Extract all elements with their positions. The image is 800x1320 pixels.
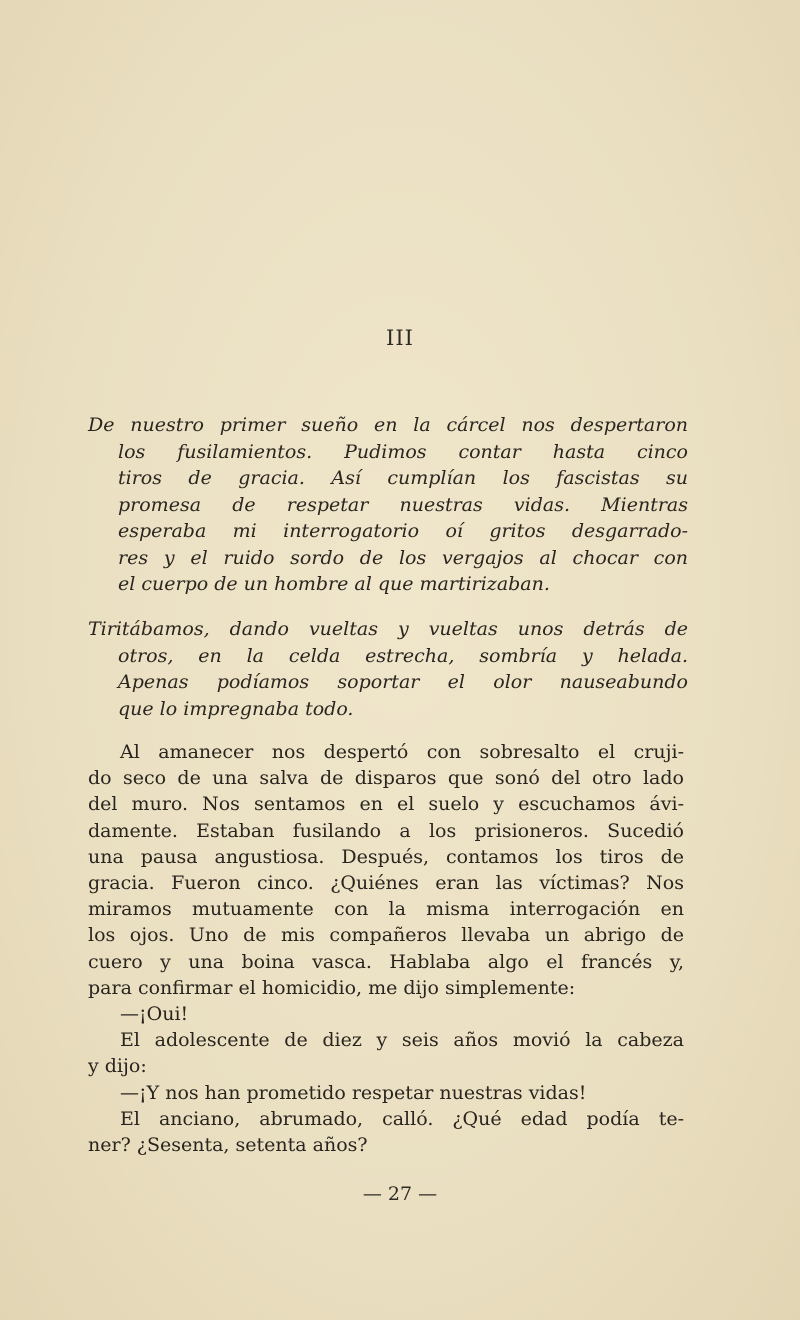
text-line: una pausa angustiosa. Después, contamos los tiros de — [88, 845, 684, 868]
text-line: Tiritábamos, dando vueltas y vueltas unos detrás de — [88, 618, 688, 640]
text-line: esperaba mi interrogatorio oí gritos desgarrado- — [118, 520, 688, 542]
text-line: que lo impregnaba todo. — [118, 697, 354, 720]
text-line: para confirmar el homicidio, me dijo simplemente: — [88, 976, 576, 999]
italic-paragraph-2 — [88, 616, 688, 722]
text-line: —¡Y nos han prometido respetar nuestras vidas! — [120, 1081, 587, 1104]
text-line: El anciano, abrumado, calló. ¿Qué edad podía te- — [120, 1107, 684, 1130]
italic-paragraph-1 — [88, 412, 688, 598]
text-line: otros, en la celda estrecha, sombría y helada. — [118, 644, 688, 667]
text-line: Al amanecer nos despertó con sobresalto el cruji- — [120, 741, 684, 763]
text-line: De nuestro primer sueño en la cárcel nos despertaron — [88, 414, 688, 436]
text-line: cuero y una boina vasca. Hablaba algo el francés y, — [88, 950, 684, 973]
text-line: gracia. Fueron cinco. ¿Quiénes eran las víctimas? Nos — [88, 872, 684, 895]
text-line: do seco de una salva de disparos que sonó del otro lado — [88, 767, 684, 790]
body-text — [88, 739, 684, 1158]
text-line: —¡Oui! — [120, 1003, 189, 1026]
text-line: damente. Estaban fusilando a los prisioneros. Sucedió — [88, 819, 684, 842]
page-number: — 27 — — [362, 1183, 438, 1205]
text-line: El adolescente de diez y seis años movió la cabeza — [120, 1029, 684, 1052]
text-line: Apenas podíamos soportar el olor nauseabundo — [118, 671, 688, 693]
chapter-number: III — [386, 326, 414, 350]
text-line: miramos mutuamente con la misma interrogación en — [88, 898, 684, 921]
text-line: tiros de gracia. Así cumplían los fascistas su — [118, 467, 688, 489]
text-line: los ojos. Uno de mis compañeros llevaba un abrigo de — [88, 924, 684, 947]
text-line: ner? ¿Sesenta, setenta años? — [88, 1134, 368, 1157]
text-line: promesa de respetar nuestras vidas. Mientras — [118, 493, 688, 516]
text-line: y dijo: — [88, 1055, 147, 1078]
text-line: los fusilamientos. Pudimos contar hasta cinco — [118, 440, 688, 463]
text-line: del muro. Nos sentamos en el suelo y escuchamos ávi- — [88, 793, 684, 816]
text-line: res y el ruido sordo de los vergajos al chocar con — [118, 546, 688, 569]
text-line: el cuerpo de un hombre al que martirizaban. — [118, 573, 550, 595]
